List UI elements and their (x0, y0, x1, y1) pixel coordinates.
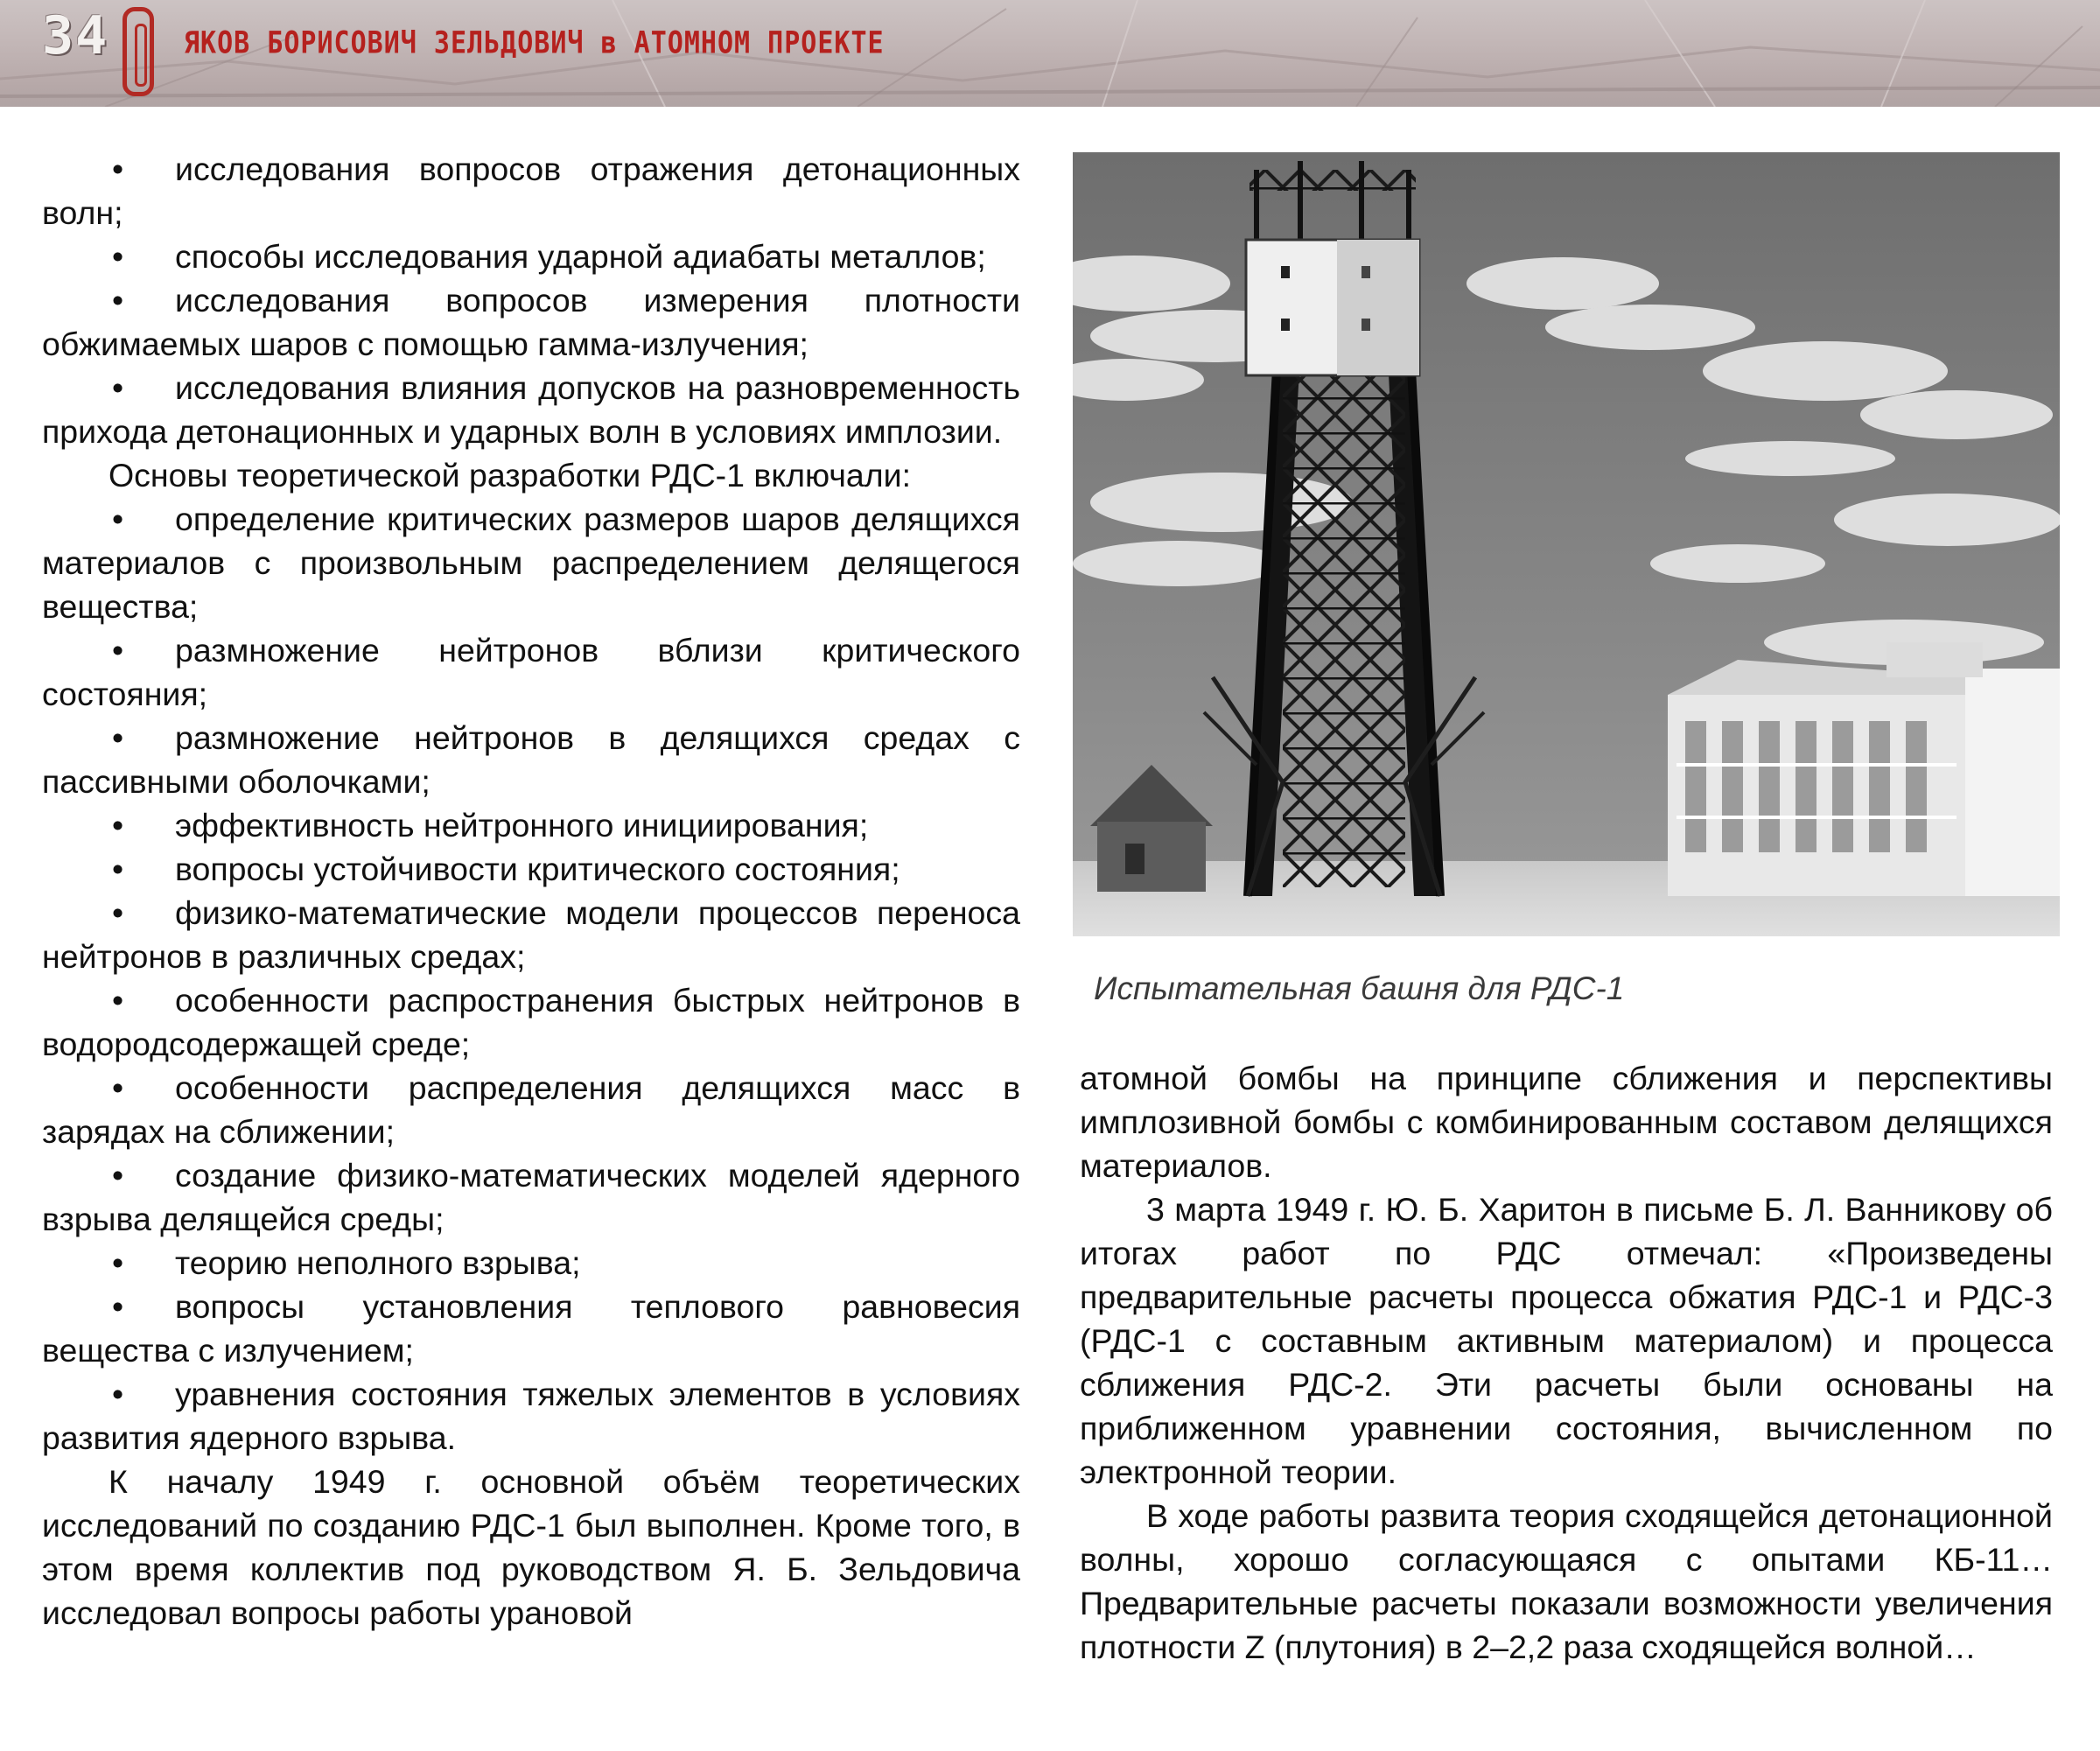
list-item: • вопросы устойчивости критического состояния; (42, 847, 1020, 891)
page-header (0, 0, 2100, 107)
continuation-paragraph: атомной бомбы на принципе сближения и перспективы имплозивной бомбы с комбинированным составом делящихся материалов. (1080, 1060, 2053, 1184)
test-tower-photo (1073, 152, 2060, 936)
running-title: ЯКОВ БОРИСОВИЧ ЗЕЛЬДОВИЧ в АТОМНОМ ПРОЕКТЕ (184, 25, 885, 61)
list-item: • определение критических размеров шаров делящихся материалов с произвольным распределением делящегося вещества; (42, 497, 1020, 628)
left-column (42, 147, 1020, 1635)
theory-intro: Основы теоретической разработки РДС-1 включали: (108, 457, 911, 494)
khariton-letter-paragraph: 3 марта 1949 г. Ю. Б. Харитон в письме Б. Л. Ванникову об итогах работ по РДС отмечал: «Произведены предварительные расчеты процесса обжатия РДС-1 и РДС-3 (РДС-1 с составным активным материалом) и процесса сближения РДС-2. Эти расчеты были основаны на приближенном уравнении состояния, вычисленном по электронной теории. (1080, 1191, 2053, 1490)
page-number: 34 (42, 5, 109, 67)
closing-paragraph: К началу 1949 г. основной объём теоретических исследований по созданию РДС-1 был выполнен. Кроме того, в этом время коллектив под руководством Я. Б. Зельдовича исследовал вопросы работы урановой (42, 1463, 1020, 1631)
list-item: • эффективность нейтронного инициирования; (42, 803, 1020, 847)
list-item: • особенности распространения быстрых нейтронов в водородсодержащей среде; (42, 978, 1020, 1066)
list-item: • исследования влияния допусков на разновременность прихода детонационных и ударных волн в условиях имплозии. (42, 366, 1020, 453)
research-list (42, 147, 1020, 453)
list-item: • способы исследования ударной адиабаты металлов; (42, 235, 1020, 278)
right-column (1080, 1056, 2053, 1669)
book-emblem-icon (122, 7, 154, 96)
list-item: • исследования вопросов отражения детонационных волн; (42, 147, 1020, 235)
list-item: • вопросы установления теплового равновесия вещества с излучением; (42, 1285, 1020, 1372)
list-item: • особенности распределения делящихся масс в зарядах на сближении; (42, 1066, 1020, 1153)
building (1668, 642, 2060, 896)
list-item: • исследования вопросов измерения плотности обжимаемых шаров с помощью гамма-излучения; (42, 278, 1020, 366)
detonation-theory-paragraph: В ходе работы развита теория сходящейся детонационной волны, хорошо согласующаяся с опытами КБ-11… Предварительные расчеты показали возможности увеличения плотности Z (плутония) в 2–2,2 раза сходящейся волной… (1080, 1497, 2053, 1665)
list-item: • размножение нейтронов в делящихся средах с пассивными оболочками; (42, 716, 1020, 803)
list-item: • теорию неполного взрыва; (42, 1241, 1020, 1285)
list-item: • уравнения состояния тяжелых элементов в условиях развития ядерного взрыва. (42, 1372, 1020, 1460)
photo-caption: Испытательная башня для РДС-1 (1094, 970, 1625, 1006)
list-item: • физико-математические модели процессов переноса нейтронов в различных средах; (42, 891, 1020, 978)
theory-list (42, 497, 1020, 1460)
tower-illustration (1073, 152, 2060, 936)
list-item: • создание физико-математических моделей ядерного взрыва делящейся среды; (42, 1153, 1020, 1241)
list-item: • размножение нейтронов вблизи критического состояния; (42, 628, 1020, 716)
